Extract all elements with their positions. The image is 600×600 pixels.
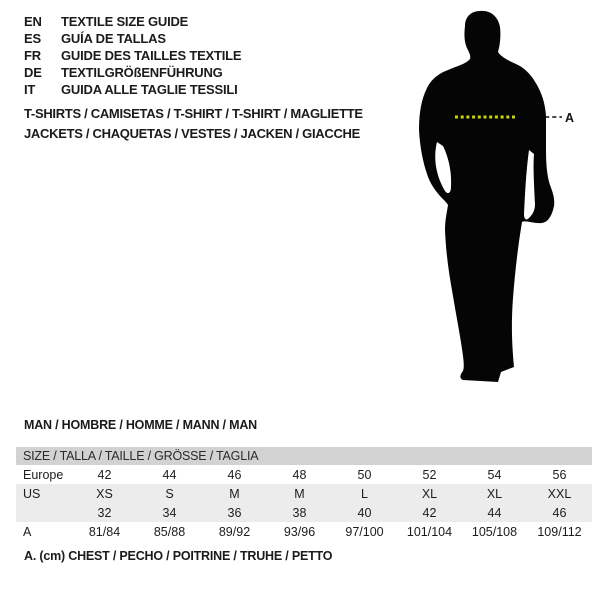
table-cell: 32 xyxy=(97,505,112,520)
lang-code: DE xyxy=(24,65,42,80)
table-cell: 44 xyxy=(162,467,177,482)
table-cell: 40 xyxy=(357,505,372,520)
lang-label: GUÍA DE TALLAS xyxy=(61,31,166,46)
row-label: A xyxy=(23,524,32,539)
table-cell: 44 xyxy=(487,505,502,520)
table-cell: 85/88 xyxy=(153,524,186,539)
table-cell: XL xyxy=(421,486,438,501)
section-title-man: MAN / HOMBRE / HOMME / MANN / MAN xyxy=(24,418,257,432)
table-row-europe xyxy=(16,465,592,484)
garment-categories xyxy=(24,104,363,143)
lang-row-de xyxy=(24,64,241,81)
lang-code: FR xyxy=(24,48,41,63)
table-row-chest-a xyxy=(16,522,592,541)
table-cell: 97/100 xyxy=(345,524,384,539)
table-cell: 109/112 xyxy=(537,524,582,539)
table-cell: M xyxy=(294,486,305,501)
table-cell: 46 xyxy=(227,467,242,482)
table-cell: M xyxy=(229,486,240,501)
table-cell: 56 xyxy=(552,467,567,482)
category-tshirts: T-SHIRTS / CAMISETAS / T-SHIRT / T-SHIRT / MAGLIETTE xyxy=(24,106,363,121)
table-cell: 52 xyxy=(422,467,437,482)
table-cell: 50 xyxy=(357,467,372,482)
lang-label: TEXTILE SIZE GUIDE xyxy=(61,14,189,29)
table-cell: 89/92 xyxy=(218,524,251,539)
size-table xyxy=(16,447,592,541)
lang-row-it xyxy=(24,81,241,98)
table-cell: 48 xyxy=(292,467,307,482)
lang-label: GUIDA ALLE TAGLIE TESSILI xyxy=(61,82,238,97)
language-list xyxy=(24,13,241,98)
category-jackets: JACKETS / CHAQUETAS / VESTES / JACKEN / GIACCHE xyxy=(24,125,360,141)
table-cell: 34 xyxy=(162,505,177,520)
table-cell: 38 xyxy=(292,505,307,520)
measure-label-a: A xyxy=(565,111,575,125)
table-cell: 42 xyxy=(422,505,437,520)
lang-label: GUIDE DES TAILLES TEXTILE xyxy=(61,48,242,63)
lang-code: ES xyxy=(24,31,41,46)
table-cell: 101/104 xyxy=(406,524,453,539)
table-cell: 93/96 xyxy=(283,524,316,539)
row-label: US xyxy=(23,486,41,501)
table-cell: 81/84 xyxy=(88,524,121,539)
table-cell: 54 xyxy=(487,467,502,482)
table-cell: 105/108 xyxy=(471,524,518,539)
lang-row-es xyxy=(24,30,241,47)
lang-row-fr xyxy=(24,47,241,64)
table-cell: XL xyxy=(486,486,503,501)
size-table-header: SIZE / TALLA / TAILLE / GRÖSSE / TAGLIA xyxy=(16,447,592,465)
table-row-numeric xyxy=(16,503,592,522)
table-cell: 42 xyxy=(97,467,112,482)
table-cell: 46 xyxy=(552,505,567,520)
lang-label: TEXTILGRÖßENFÜHRUNG xyxy=(61,65,223,80)
lang-code: IT xyxy=(24,82,36,97)
row-label: Europe xyxy=(23,467,64,482)
table-cell: L xyxy=(361,486,368,501)
lang-row-en xyxy=(24,13,241,30)
table-row-us xyxy=(16,484,592,503)
table-cell: XS xyxy=(96,486,113,501)
man-silhouette-figure xyxy=(410,6,580,391)
lang-code: EN xyxy=(24,14,42,29)
table-cell: 36 xyxy=(227,505,242,520)
table-cell: S xyxy=(165,486,174,501)
measurement-footnote: A. (cm) CHEST / PECHO / POITRINE / TRUHE / PETTO xyxy=(24,549,333,563)
table-cell: XXL xyxy=(547,486,572,501)
